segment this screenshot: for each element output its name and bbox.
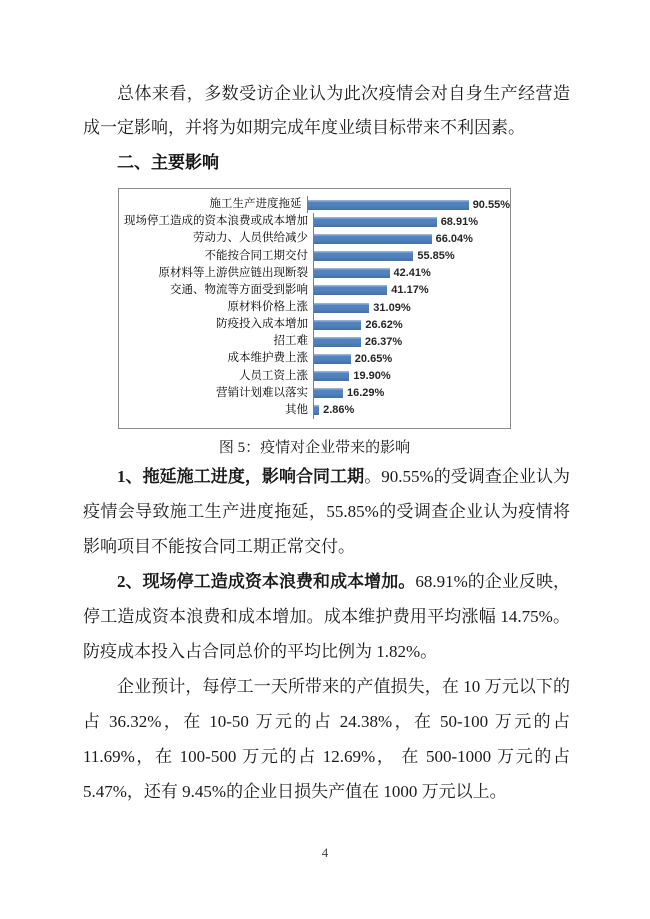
paragraph-1 [83,459,570,564]
chart-bar-cell [313,402,510,419]
chart-row [119,299,510,316]
chart-category-label: 施工生产进度拖延 [209,198,302,211]
chart-bar [314,285,387,295]
chart-row [119,213,510,230]
chart-category-label: 劳动力、人员供给减少 [193,232,308,245]
paragraph-3 [83,669,570,809]
chart-bar-cell [313,368,510,385]
chart-bar [314,217,437,227]
chart-rows [119,196,510,419]
chart-row [119,230,510,247]
chart-bar-cell [313,385,510,402]
chart-value-label: 26.37% [364,335,403,348]
chart-bar-cell [313,350,510,367]
chart-value-label: 90.55% [472,198,510,211]
chart-bar [314,268,390,278]
chart-bar [314,251,413,261]
chart-category-label: 防疫投入成本增加 [216,318,308,331]
paragraph-3-text: 企业预计，每停工一天所带来的产值损失，在 10 万元以下的占 36.32%，在 10-50 万元的占 24.38%，在 50-100 万元的占 11.69%，在 100-500 万元的占 12.69%， 在 500-1000 万元的占 5.47%，还有 9.45%的企业日损失产值在 1000 万元以上。 [83,677,570,801]
chart-value-label: 19.90% [353,370,391,383]
chart-bar [314,320,361,330]
chart-bar-cell [313,230,510,247]
paragraph-2-text: 68.91%的企业反映，停工造成资本浪费和成本增加。成本维护费用平均涨幅 14.75%。防疫成本投入占合同总价的平均比例为 1.82%。 [83,572,570,661]
chart-bar-cell [313,247,510,264]
chart-row [119,316,510,333]
paragraph-2-lead: 2、现场停工造成资本浪费和成本增加。 [117,572,416,591]
intro-paragraph: 总体来看，多数受访企业认为此次疫情会对自身生产经营造成一定影响，并将为如期完成年度业绩目标带来不利因素。 [83,84,570,137]
chart-category-label: 现场停工造成的资本浪费或成本增加 [124,215,308,228]
chart-category-label: 成本维护费上涨 [227,352,308,365]
chart-value-label: 68.91% [440,215,478,228]
chart-row [119,350,510,367]
chart-value-label: 42.41% [393,267,431,280]
chart-row [119,385,510,402]
chart-bar-cell [313,282,510,299]
chart-category-label: 招工难 [273,335,308,348]
chart-row [119,247,510,264]
chart-bar-cell [313,299,510,316]
chart-bar [314,371,349,381]
chart-value-label: 26.62% [365,318,403,331]
chart-bar [314,234,432,244]
chart-value-label: 66.04% [435,232,473,245]
chart-bar [314,388,343,398]
figure-caption: 图 5：疫情对企业带来的影响 [218,440,411,456]
chart-value-label: 41.17% [391,284,429,297]
chart-bar-cell [313,316,510,333]
chart-bar-cell [313,265,510,282]
chart-category-label: 营销计划难以落实 [216,386,308,399]
page-number: 4 [321,845,329,860]
chart-row [119,368,510,385]
chart-value-label: 2.86% [323,404,355,417]
chart-value-label: 55.85% [417,250,455,263]
chart-row [119,333,510,350]
chart-bar [314,354,351,364]
chart-category-label: 人员工资上涨 [239,369,308,382]
chart-row [119,196,510,213]
paragraph-2 [83,564,570,669]
page-content [83,0,570,809]
chart-value-label: 31.09% [373,301,411,314]
chart-bar [314,337,361,347]
chart-category-label: 原材料等上游供应链出现断裂 [158,266,308,279]
chart-bar-cell [313,333,510,350]
chart-value-label: 20.65% [354,352,393,365]
chart-bar-cell [313,213,510,230]
chart-plot-area [118,188,511,429]
chart-category-label: 不能按合同工期交付 [204,249,308,262]
chart-bar [314,405,319,415]
chart-bar-cell [307,196,511,213]
chart-row [119,265,510,282]
chart-bar [308,200,469,210]
paragraph-1-lead: 1、拖延施工进度，影响合同工期 [117,467,365,486]
chart-row [119,402,510,419]
chart-row [119,282,510,299]
chart-value-label: 16.29% [347,387,385,400]
chart-category-label: 交通、物流等方面受到影响 [170,283,308,296]
figure-bar-chart [118,188,511,429]
paragraph-1-text: 。90.55%的受调查企业认为疫情会导致施工生产进度拖延，55.85%的受调查企业认为疫情将影响项目不能按合同工期正常交付。 [83,467,571,556]
section-heading: 二、主要影响 [117,153,219,172]
chart-category-label: 其他 [285,403,308,416]
chart-bar [314,303,369,313]
chart-category-label: 原材料价格上涨 [227,301,308,314]
